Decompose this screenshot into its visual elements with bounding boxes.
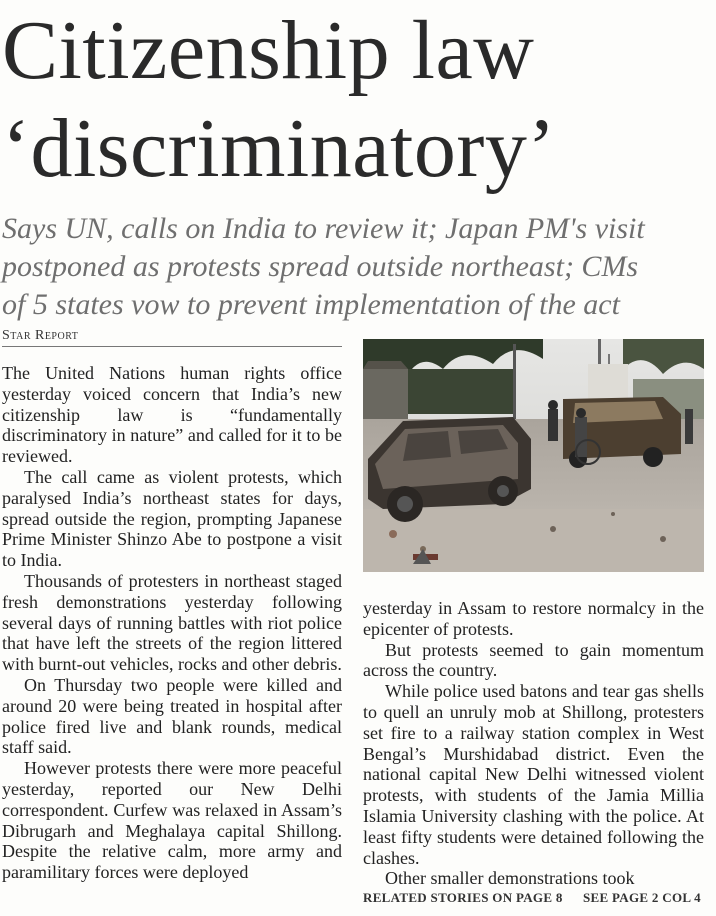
paragraph: On Thursday two people were killed and around 20 were being treated in hospital after police fired live and blank rounds, medical staff said. xyxy=(2,674,342,758)
related-stories-link[interactable]: RELATED STORIES ON PAGE 8 xyxy=(363,890,563,905)
paragraph: But protests seemed to gain momentum across the country. xyxy=(363,639,704,681)
continued-link[interactable]: SEE PAGE 2 COL 4 xyxy=(583,890,701,905)
article-column-left xyxy=(2,363,342,883)
subheadline-line-1: Says UN, calls on India to review it; Japan PM's visit xyxy=(2,212,645,245)
subheadline-line-3: of 5 states vow to prevent implementation of the act xyxy=(2,288,620,321)
subheadline-line-2: postponed as protests spread outside northeast; CMs xyxy=(2,250,639,283)
byline: Star Report xyxy=(2,328,342,347)
paragraph: However protests there were more peaceful yesterday, reported our New Delhi correspondent. Curfew was relaxed in Assam’s Dibrugarh and Meghalaya capital Shillong. Despite the relative calm, more army and paramilitary forces were deployed xyxy=(2,758,342,883)
paragraph: yesterday in Assam to restore normalcy in the epicenter of protests. xyxy=(363,598,704,639)
headline-line-2: ‘discriminatory’ xyxy=(2,102,556,195)
paragraph: Thousands of protesters in northeast staged fresh demonstrations yesterday following several days of running battles with riot police that have left the streets of the region littered with burnt-out vehicles, rocks and other debris. xyxy=(2,570,342,675)
paragraph: Other smaller demonstrations took xyxy=(385,868,635,889)
burnt-car-street-image xyxy=(363,339,704,572)
headline-line-1: Citizenship law xyxy=(2,4,535,97)
paragraph: The call came as violent protests, which paralysed India’s northeast states for days, spread outside the region, prompting Japanese Prime Minister Shinzo Abe to postpone a visit to India. xyxy=(2,466,342,571)
subheadline xyxy=(2,210,714,324)
paragraph: While police used batons and tear gas shells to quell an unruly mob at Shillong, protesters set fire to a railway station complex in West Bengal’s Murshidabad district. Even the national capital New Delhi witnessed violent protests, with students of the Jamia Millia Islamia University clashing with the police. At least fifty students were detained following the clashes. xyxy=(363,681,704,868)
news-photo xyxy=(363,339,704,572)
headline xyxy=(2,2,714,198)
paragraph: The United Nations human rights office yesterday voiced concern that India’s new citizenship law is “fundamentally discriminatory in nature” and called for it to be reviewed. xyxy=(2,363,342,467)
article-column-right xyxy=(363,598,704,889)
